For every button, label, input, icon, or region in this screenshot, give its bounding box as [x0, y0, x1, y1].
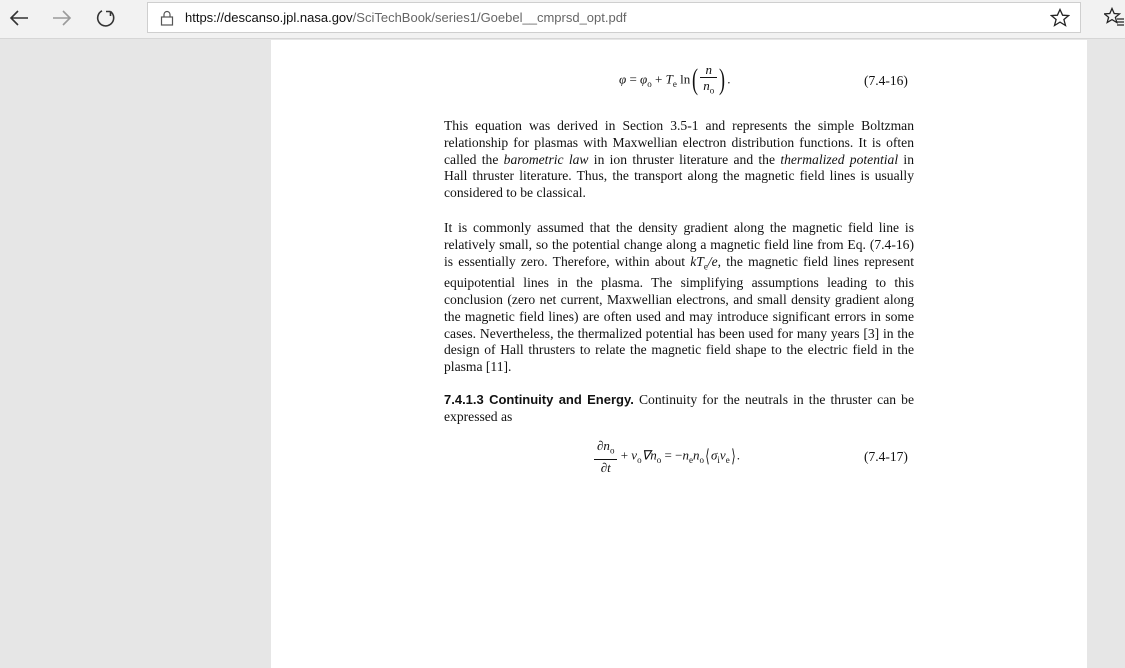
equation-7-4-16: $\varphi = \varphi_o + T_e$ ln( $\frac{n}{n_o}$ ) . — [619, 62, 730, 99]
para2-math-tail: /e — [707, 253, 718, 269]
eq1-te: T — [665, 71, 673, 87]
para3-text: Continuity for the neutrals in the thruster can be expressed as — [444, 392, 914, 424]
paragraph-density-gradient — [444, 220, 914, 376]
eq1-fraction — [700, 62, 717, 99]
equation-7-4-17: $\frac{\partial n_o}{\partial t}$ + $v_o\nabla n_o$ = $-n_en_o⟨\sigma_iv_e⟩$. — [594, 438, 740, 475]
eq2-ne-sub: e — [688, 454, 693, 465]
para1-text-b: in ion thruster literature and the — [588, 151, 781, 167]
para1-text-c: in Hall thruster literature. Thus, the transport along the magnetic field lines is usually considered to be classical. — [444, 151, 914, 201]
para1-italic-barometric: barometric law — [503, 151, 589, 167]
forward-button[interactable] — [47, 4, 77, 32]
eq2-v: v — [631, 447, 638, 463]
back-button[interactable] — [4, 4, 34, 32]
eq1-phi: φ — [619, 71, 627, 87]
section-continuity-energy — [444, 392, 914, 426]
eq1-den-sub: o — [709, 85, 715, 96]
url-path: /SciTechBook/series1/Goebel__cmprsd_opt.pdf — [352, 10, 627, 25]
lock-icon — [160, 10, 174, 26]
equation-number-7-4-17: (7.4-17) — [864, 449, 908, 464]
eq1-ln: ln — [680, 71, 691, 87]
eq1-num: n — [705, 62, 712, 77]
eq2-nabla-sub: o — [656, 454, 662, 465]
pdf-viewer[interactable] — [0, 40, 1125, 668]
eq2-no-sub: o — [699, 454, 704, 465]
para2-text-a: It is commonly assumed that the density gradient along the magnetic field line is relatively small, so the potential change along a magnetic field line from Eq. (7.4-16) is essentially zero. Therefore, within about — [444, 220, 914, 269]
forward-arrow-icon — [51, 8, 73, 28]
eq2-fraction — [594, 438, 617, 475]
eq2-ne: n — [682, 447, 689, 463]
pdf-page — [271, 40, 1087, 668]
para1-italic-thermalized: thermalized potential — [780, 151, 899, 167]
paragraph-boltzman — [444, 118, 914, 202]
eq2-no: n — [692, 447, 700, 463]
para1-text-a: This equation was derived in Section 3.5-1 and represents the simple Boltzman relationship for plasmas with Maxwellian electron distribution functions. It is often called the — [444, 118, 914, 167]
url-host: https://descanso.jpl.nasa.gov — [185, 10, 353, 25]
url-text[interactable] — [185, 10, 627, 25]
eq2-den: ∂t — [600, 459, 611, 475]
eq1-den: n — [703, 78, 710, 93]
eq2-num-sub: o — [609, 445, 615, 456]
browser-toolbar — [0, 0, 1125, 39]
section-heading-7-4-1-3: 7.4.1.3 Continuity and Energy. — [444, 392, 634, 407]
eq2-v-sub: o — [637, 454, 642, 465]
eq1-phi0: φ — [640, 71, 648, 87]
para2-text-b: , the magnetic field lines represent equipotential lines in the plasma. The simplifying assumptions leading to this conclusion (zero net current, Maxwellian electrons, and small density gradient along the magnetic field lines) are often used and may introduce significant errors in some cases. Nevertheless, the thermalized potential has been used for many years [3] in the design of Hall thrusters to relate the magnetic field shape to the electric field in the plasma [11]. — [444, 253, 914, 375]
para2-math-kt: kT — [690, 253, 704, 269]
refresh-icon — [95, 7, 117, 29]
eq2-num: ∂n — [597, 438, 610, 453]
eq2-sigma-sub: i — [717, 454, 720, 465]
eq2-sigma: σ — [710, 447, 718, 463]
favorites-hub-icon[interactable] — [1104, 7, 1124, 27]
eq1-sub-e: e — [672, 78, 677, 89]
para2-math-sub: e — [703, 261, 708, 272]
eq1-sub: o — [647, 78, 652, 89]
eq2-ve: v — [719, 447, 726, 463]
eq2-nabla: ∇n — [641, 447, 657, 463]
back-arrow-icon — [8, 8, 30, 28]
star-icon[interactable] — [1050, 8, 1070, 28]
refresh-button[interactable] — [91, 4, 121, 32]
eq2-ve-sub: e — [725, 454, 730, 465]
equation-number-7-4-16: (7.4-16) — [864, 73, 908, 88]
address-bar[interactable] — [147, 2, 1081, 33]
